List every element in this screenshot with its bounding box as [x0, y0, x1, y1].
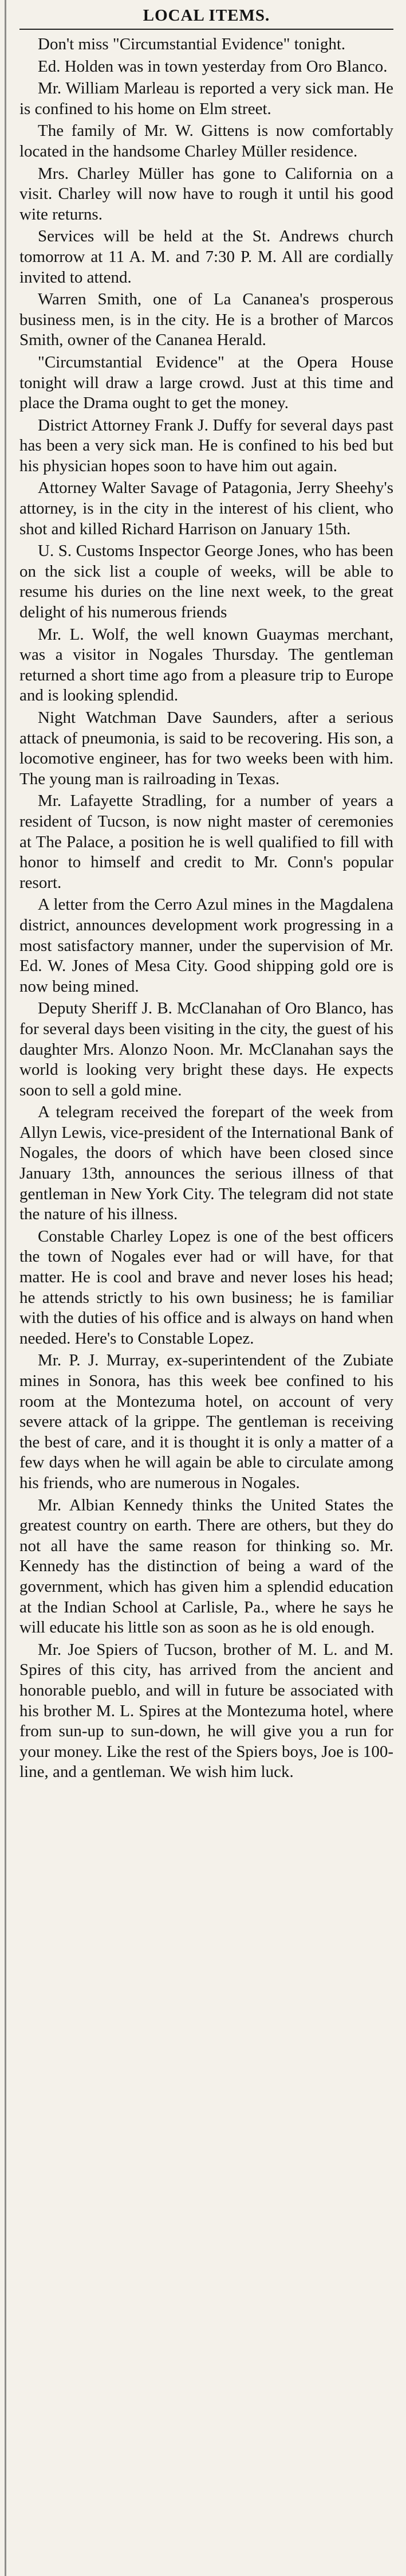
column-divider [5, 0, 6, 2576]
news-item: Mr. Lafayette Stradling, for a number of years a resident of Tucson, is now night master of ceremonies at The Palace, a position he is well qualified to fill with honor to himself and credit to Mr. Conn's popular resort. [19, 792, 393, 892]
news-item: U. S. Customs Inspector George Jones, who has been on the sick list a couple of weeks, will be able to resume his duries on the line next week, to the great delight of his numerous friends [19, 542, 393, 622]
news-item: The family of Mr. W. Gittens is now comfortably located in the handsome Charley Müller residence. [19, 122, 393, 160]
news-item: A telegram received the forepart of the week from Allyn Lewis, vice-president of the International Bank of Nogales, the doors of which have been closed since January 13th, announces the serious illness of that gentleman in New York City. The telegram did not state the nature of his illness. [19, 1103, 393, 1224]
news-item: Ed. Holden was in town yesterday from Oro Blanco. [38, 57, 388, 76]
news-item: Night Watchman Dave Saunders, after a serious attack of pneumonia, is said to be recovering. His son, a locomotive engineer, has for two weeks been with him. The young man is railroading in Texas. [19, 708, 393, 788]
news-item: District Attorney Frank J. Duffy for several days past has been a very sick man. He is confined to his bed but his physician hopes soon to have him out again. [19, 416, 393, 475]
news-item: Mr. L. Wolf, the well known Guaymas merchant, was a visitor in Nogales Thursday. The gentleman returned a short time ago from a pleasure trip to Europe and is looking splendid. [19, 625, 393, 705]
heading-rule [19, 29, 393, 30]
news-item: Services will be held at the St. Andrews church tomorrow at 11 A. M. and 7:30 P. M. All are cordially invited to attend. [19, 227, 393, 287]
news-item: Mr. William Marleau is reported a very sick man. He is confined to his home on Elm street. [19, 79, 393, 118]
news-item: Mr. Albian Kennedy thinks the United States the greatest country on earth. There are others, but they do not all have the same reason for thinking so. Mr. Kennedy has the distinction of being a ward of the government, which has given him a splendid education at the Indian School at Carlisle, Pa., where he says he will educate his little son as soon as he is old enough. [19, 1496, 393, 1637]
news-items [19, 34, 393, 1783]
news-item: Mrs. Charley Müller has gone to California on a visit. Charley will now have to rough it until his good wite returns. [19, 164, 393, 224]
news-item: Don't miss "Circumstantial Evidence" tonight. [38, 35, 346, 53]
news-item: "Circumstantial Evidence" at the Opera House tonight will draw a large crowd. Just at this time and place the Drama ought to get the money. [19, 353, 393, 413]
news-item: A letter from the Cerro Azul mines in the Magdalena district, announces development work progressing in a most satisfactory manner, under the supervision of Mr. Ed. W. Jones of Mesa City. Good shipping gold ore is now being mined. [19, 895, 393, 996]
news-item: Deputy Sheriff J. B. McClanahan of Oro Blanco, has for several days been visiting in the city, the guest of his daughter Mrs. Alonzo Noon. Mr. McClanahan says the world is looking very bright these days. He expects soon to sell a gold mine. [19, 999, 393, 1099]
news-item: Constable Charley Lopez is one of the best officers the town of Nogales ever had or will have, for that matter. He is cool and brave and never loses his head; he attends strictly to his own business; he is familiar with the duties of his office and is always on hand when needed. Here's to Constable Lopez. [19, 1227, 393, 1348]
section-heading: LOCAL ITEMS. [143, 6, 270, 25]
news-item: Warren Smith, one of La Cananea's prosperous business men, is in the city. He is a brother of Marcos Smith, owner of the Cananea Herald. [19, 290, 393, 350]
news-item: Attorney Walter Savage of Patagonia, Jerry Sheehy's attorney, is in the city in the interest of his client, who shot and killed Richard Harrison on January 15th. [19, 479, 393, 538]
news-item: Mr. P. J. Murray, ex-superintendent of the Zubiate mines in Sonora, has this week bee confined to his room at the Montezuma hotel, on account of very severe attack of la grippe. The gentleman is receiving the best of care, and it is thought it is only a matter of a few days when he will again be able to circulate among his friends, who are numerous in Nogales. [19, 1351, 393, 1492]
news-item: Mr. Joe Spiers of Tucson, brother of M. L. and M. Spires of this city, has arrived from the ancient and honorable pueblo, and will in future be associated with his brother M. L. Spires at the Montezuma hotel, where from sun-up to sun-down, he will give you a run for your money. Like the rest of the Spiers boys, Joe is 100-line, and a gentleman. We wish him luck. [19, 1640, 393, 1782]
